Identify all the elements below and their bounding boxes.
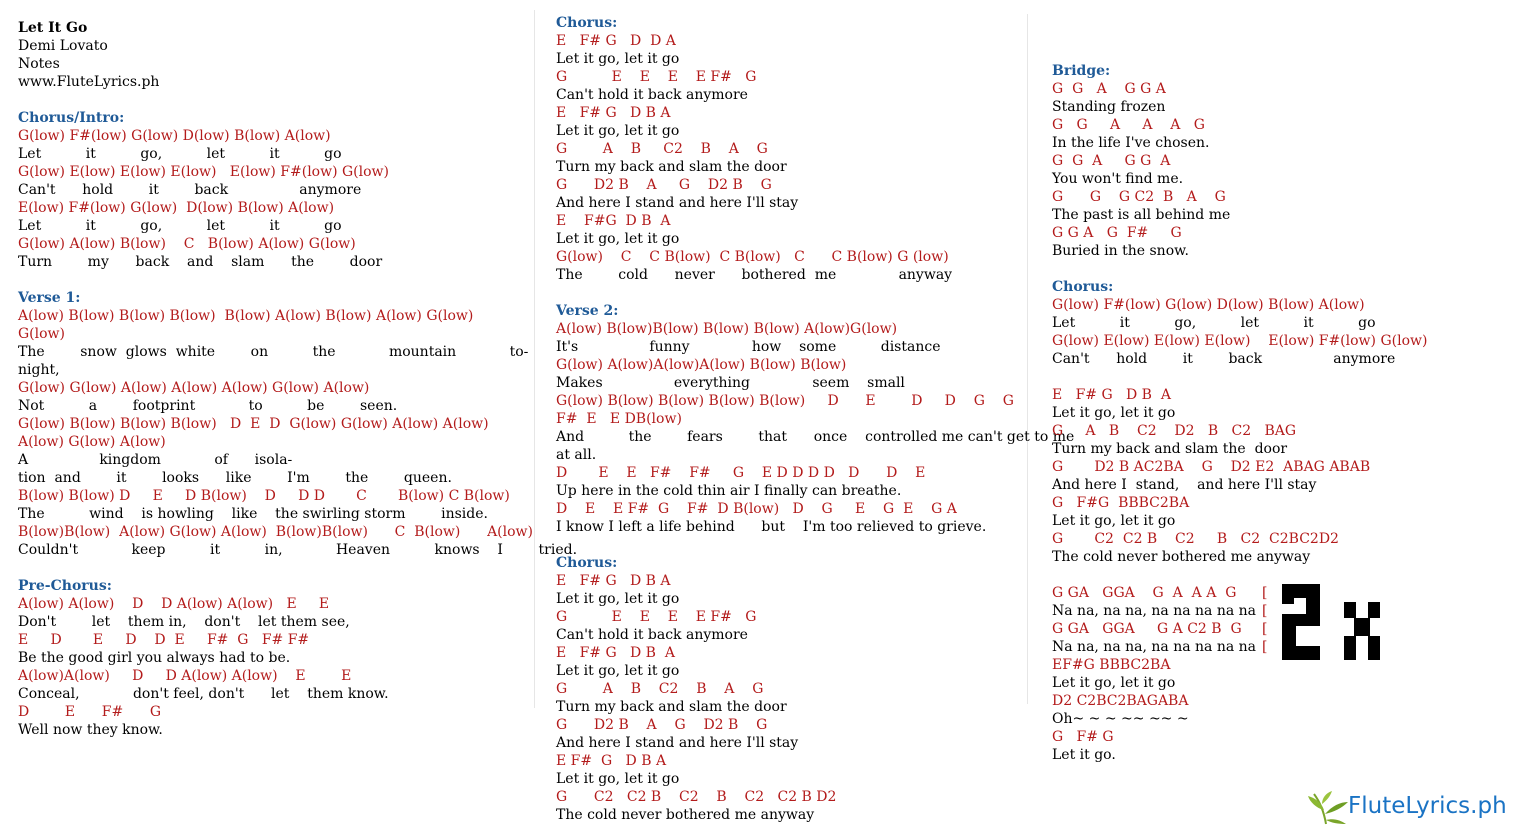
- note-line: [18, 379, 518, 397]
- line-text: A kingdom of isola-: [18, 452, 293, 468]
- line-text: G D2 B A G D2 B G: [556, 717, 768, 733]
- lyric-line: [556, 770, 1016, 788]
- repeat-bracket: [: [1262, 621, 1268, 637]
- line-text: G A B C2 D2 B C2 BAG: [1052, 423, 1297, 439]
- lyric-line: [556, 482, 1016, 500]
- lyric-line: [1052, 206, 1452, 224]
- line-text: G(low): [18, 326, 65, 342]
- lyric-line: [1052, 98, 1452, 116]
- line-text: It's funny how some distance: [556, 339, 941, 355]
- note-line: [18, 307, 518, 325]
- note-line: [556, 104, 1016, 122]
- lyric-line: [1052, 710, 1452, 728]
- lyric-line: [556, 50, 1016, 68]
- line-text: Standing frozen: [1052, 99, 1166, 115]
- line-text: And the fears that once controlled me can't get to me: [556, 429, 1075, 445]
- site-url: www.FluteLyrics.ph: [18, 74, 160, 90]
- line-text: Turn my back and slam the door: [1052, 441, 1288, 457]
- line-text: Can't hold it back anymore: [1052, 351, 1396, 367]
- line-text: Let it go, let it go: [556, 231, 680, 247]
- note-line: [556, 608, 1016, 626]
- note-line: [1052, 116, 1452, 134]
- note-line: [18, 433, 518, 451]
- line-text: Up here in the cold thin air I finally can breathe.: [556, 483, 902, 499]
- lyric-line: [556, 230, 1016, 248]
- line-text: Let it go, let it go: [556, 123, 680, 139]
- note-line: [556, 392, 1016, 410]
- line-text: Let it go, let it go: [556, 51, 680, 67]
- note-line: [18, 523, 533, 541]
- lyric-line: [18, 145, 518, 163]
- line-text: Let it go, let it go: [556, 591, 680, 607]
- column-2: [556, 14, 1075, 824]
- line-text: Buried in the snow.: [1052, 243, 1189, 259]
- note-line: [1052, 620, 1452, 638]
- line-text: G GA GGA G A C2 B G: [1052, 621, 1242, 637]
- line-text: Chorus/Intro:: [18, 110, 125, 126]
- line-text: Let it go, let it go: [18, 218, 342, 234]
- line-text: In the life I've chosen.: [1052, 135, 1210, 151]
- section-heading: [1052, 62, 1452, 80]
- lyric-line: [18, 451, 518, 469]
- lyric-line: [556, 590, 1016, 608]
- lyric-line: [556, 122, 1016, 140]
- note-line: [556, 140, 1016, 158]
- lyric-line: [1052, 746, 1452, 764]
- line-text: I know I left a life behind but I'm too relieved to grieve.: [556, 519, 987, 535]
- lyric-line: [1052, 548, 1452, 566]
- line-text: E F# G D D A: [556, 33, 676, 49]
- line-text: E F#G D B A: [556, 213, 671, 229]
- line-text: G F#G BBBC2BA: [1052, 495, 1190, 511]
- note-line: [556, 716, 1016, 734]
- lyric-line: [1052, 440, 1452, 458]
- line-text: E F# G D B A: [1052, 387, 1171, 403]
- line-text: E F# G D B A: [556, 573, 671, 589]
- note-line: [556, 680, 1016, 698]
- line-text: Na na, na na, na na na na na: [1052, 603, 1257, 619]
- note-line: [1052, 458, 1452, 476]
- lyric-line: [18, 721, 518, 739]
- section-heading: [556, 554, 1016, 572]
- line-text: Pre-Chorus:: [18, 578, 112, 594]
- line-text: A(low) B(low) B(low) B(low) B(low) A(low) B(low) A(low) G(low): [18, 308, 474, 324]
- lyric-line: [556, 662, 1016, 680]
- note-line: [18, 595, 518, 613]
- line-text: G(low) F#(low) G(low) D(low) B(low) A(low): [1052, 297, 1365, 313]
- line-text: G(low) B(low) B(low) B(low) D E D G(low) G(low) A(low) A(low): [18, 416, 489, 432]
- lyric-line: [1052, 170, 1452, 188]
- line-text: Be the good girl you always had to be.: [18, 650, 291, 666]
- line-text: Turn my back and slam the door: [556, 159, 787, 175]
- column-2-lines: [556, 14, 1075, 824]
- lyric-line: [1052, 476, 1452, 494]
- note-line: [18, 703, 518, 721]
- note-line: [1052, 584, 1452, 602]
- line-text: Let it go, let it go: [556, 663, 680, 679]
- line-text: F# E E DB(low): [556, 411, 682, 427]
- note-line: [556, 788, 1016, 806]
- lyric-line: [556, 374, 1016, 392]
- line-text: G E E E E F# G: [556, 609, 757, 625]
- lyric-line: [18, 541, 578, 559]
- repeat-2x-badge: [1280, 584, 1380, 660]
- lyric-line: [556, 518, 1016, 536]
- lyric-line: [18, 253, 518, 271]
- line-text: The cold never bothered me anyway: [556, 807, 815, 823]
- line-text: B(low) B(low) D E D B(low) D D D C B(low) C B(low): [18, 488, 510, 504]
- lyric-line: [556, 446, 1016, 464]
- lyric-line: [556, 734, 1016, 752]
- line-text: Well now they know.: [18, 722, 163, 738]
- line-text: Let it go, let it go: [556, 771, 680, 787]
- lyric-line: [18, 217, 518, 235]
- line-text: Couldn't keep it in, Heaven knows I tried.: [18, 542, 578, 558]
- note-line: [18, 631, 518, 649]
- section-heading: [18, 289, 518, 307]
- note-line: [18, 163, 518, 181]
- note-line: [556, 572, 1016, 590]
- spacer: [1052, 566, 1452, 584]
- lyric-line: [1052, 314, 1452, 332]
- note-line: [556, 32, 1016, 50]
- note-line: [556, 68, 1016, 86]
- note-line: [18, 199, 518, 217]
- flutelyrics-logo: [1306, 790, 1516, 824]
- line-text: Turn my back and slam the door: [556, 699, 787, 715]
- line-text: G G A G G A: [1052, 81, 1166, 97]
- line-text: G C2 C2 B C2 B C2 C2 B D2: [556, 789, 837, 805]
- note-line: [1052, 656, 1452, 674]
- lyric-line: [18, 397, 518, 415]
- line-text: G(low) A(low)A(low)A(low) B(low) B(low): [556, 357, 847, 373]
- line-text: Bridge:: [1052, 63, 1111, 79]
- song-title: Let It Go: [18, 20, 88, 36]
- line-text: Let it go.: [1052, 747, 1116, 763]
- lyric-line: [556, 626, 1016, 644]
- lyric-line: [1052, 602, 1452, 620]
- note-line: [18, 235, 518, 253]
- line-text: Oh~ ~ ~ ~~ ~~ ~: [1052, 711, 1189, 727]
- lyric-line: [1052, 512, 1452, 530]
- line-text: And here I stand and here I'll stay: [556, 195, 799, 211]
- line-text: Let it go, let it go: [1052, 405, 1176, 421]
- line-text: The cold never bothered me anyway: [1052, 549, 1311, 565]
- lyric-line: [18, 613, 518, 631]
- note-line: [556, 752, 1016, 770]
- column-3-lines: [1052, 62, 1452, 764]
- line-text: G(low) B(low) B(low) B(low) B(low) D E D D G G: [556, 393, 1014, 409]
- repeat-bracket: [: [1262, 603, 1268, 619]
- line-text: G(low) E(low) E(low) E(low) E(low) F#(low) G(low): [18, 164, 389, 180]
- note-line: [556, 500, 1016, 518]
- line-text: Chorus:: [556, 15, 618, 31]
- line-text: Conceal, don't feel, don't let them know.: [18, 686, 389, 702]
- note-line: [556, 176, 1016, 194]
- line-text: Chorus:: [556, 555, 618, 571]
- line-text: Chorus:: [1052, 279, 1114, 295]
- note-line: [556, 356, 1016, 374]
- lyric-line: [1052, 638, 1452, 656]
- line-text: And here I stand and here I'll stay: [556, 735, 799, 751]
- line-text: Let it go, let it go: [1052, 513, 1176, 529]
- section-heading: [18, 109, 518, 127]
- note-line: [556, 248, 1016, 266]
- line-text: G D2 B AC2BA G D2 E2 ABAG ABAB: [1052, 459, 1371, 475]
- note-line: [1052, 422, 1452, 440]
- line-text: And here I stand, and here I'll stay: [1052, 477, 1317, 493]
- note-line: [556, 644, 1016, 662]
- note-line: [556, 464, 1016, 482]
- lyric-line: [1052, 242, 1452, 260]
- note-line: [1052, 386, 1452, 404]
- lyric-line: [18, 181, 518, 199]
- lyric-line: [556, 86, 1016, 104]
- lyric-line: [1052, 350, 1452, 368]
- line-text: E(low) F#(low) G(low) D(low) B(low) A(low): [18, 200, 335, 216]
- song-type: Notes: [18, 56, 60, 72]
- line-text: Verse 1:: [18, 290, 81, 306]
- line-text: The wind is howling like the swirling storm inside.: [18, 506, 488, 522]
- line-text: at all.: [556, 447, 597, 463]
- line-text: The past is all behind me: [1052, 207, 1231, 223]
- line-text: D2 C2BC2BAGABA: [1052, 693, 1189, 709]
- line-text: G(low) E(low) E(low) E(low) E(low) F#(low) G(low): [1052, 333, 1428, 349]
- lyric-line: [18, 361, 518, 379]
- line-text: night,: [18, 362, 60, 378]
- line-text: G G A G F# G: [1052, 225, 1182, 241]
- line-text: G F# G: [1052, 729, 1114, 745]
- line-text: Can't hold it back anymore: [556, 87, 748, 103]
- logo-text: FluteLyrics.ph: [1348, 793, 1507, 819]
- line-text: Not a footprint to be seen.: [18, 398, 398, 414]
- note-line: [1052, 188, 1452, 206]
- line-text: Makes everything seem small: [556, 375, 905, 391]
- note-line: [18, 325, 518, 343]
- lyric-line: [556, 698, 1016, 716]
- line-text: G G A G G A: [1052, 153, 1171, 169]
- line-text: Don't let them in, don't let them see,: [18, 614, 350, 630]
- lyric-line: [18, 685, 518, 703]
- line-text: D E F# G: [18, 704, 162, 720]
- spacer: [18, 559, 518, 577]
- line-text: EF#G BBBC2BA: [1052, 657, 1171, 673]
- line-text: Can't hold it back anymore: [556, 627, 748, 643]
- note-line: [1052, 332, 1452, 350]
- lyric-line: [556, 338, 1016, 356]
- bamboo-leaf-icon: [1306, 790, 1350, 826]
- note-line: [1052, 152, 1452, 170]
- line-text: G(low) C C B(low) C B(low) C C B(low) G (low): [556, 249, 949, 265]
- note-line: [18, 127, 518, 145]
- line-text: E F# G D B A: [556, 105, 671, 121]
- lyric-line: [1052, 134, 1452, 152]
- line-text: A(low)A(low) D D A(low) A(low) E E: [18, 668, 352, 684]
- line-text: G E E E E F# G: [556, 69, 757, 85]
- repeat-bracket: [: [1262, 585, 1268, 601]
- lyric-line: [556, 428, 1075, 446]
- note-line: [18, 667, 518, 685]
- line-text: G A B C2 B A G: [556, 681, 764, 697]
- line-text: G(low) A(low) B(low) C B(low) A(low) G(low): [18, 236, 356, 252]
- line-text: The cold never bothered me anyway: [556, 267, 953, 283]
- lyric-line: [556, 158, 1016, 176]
- spacer: [18, 271, 518, 289]
- line-text: G(low) F#(low) G(low) D(low) B(low) A(low): [18, 128, 331, 144]
- line-text: G(low) G(low) A(low) A(low) A(low) G(low) A(low): [18, 380, 370, 396]
- line-text: D E E F# F# G E D D D D D D E: [556, 465, 926, 481]
- line-text: Turn my back and slam the door: [18, 254, 383, 270]
- line-text: D E E F# G F# D B(low) D G E G E G A: [556, 501, 957, 517]
- lyric-line: [1052, 404, 1452, 422]
- spacer: [1052, 368, 1452, 386]
- line-text: E F# G D B A: [556, 645, 675, 661]
- section-heading: [556, 14, 1016, 32]
- spacer: [18, 91, 518, 109]
- repeat-bracket: [: [1262, 639, 1268, 655]
- line-text: A(low) B(low)B(low) B(low) B(low) A(low)G(low): [556, 321, 898, 337]
- note-line: [1052, 728, 1452, 746]
- note-line: [1052, 224, 1452, 242]
- line-text: The snow glows white on the mountain to-: [18, 344, 529, 360]
- spacer: [556, 536, 1016, 554]
- note-line: [1052, 494, 1452, 512]
- line-text: G G G C2 B A G: [1052, 189, 1226, 205]
- spacer: [556, 284, 1016, 302]
- line-text: Let it go, let it go: [1052, 675, 1176, 691]
- section-heading: [556, 302, 1016, 320]
- line-text: Can't hold it back anymore: [18, 182, 362, 198]
- line-text: G G A A A G: [1052, 117, 1205, 133]
- lyric-line: [556, 266, 1016, 284]
- note-line: [1052, 80, 1452, 98]
- line-text: Let it go, let it go: [1052, 315, 1376, 331]
- lyric-line: [18, 469, 518, 487]
- line-text: Verse 2:: [556, 303, 619, 319]
- song-artist: Demi Lovato: [18, 38, 108, 54]
- lyric-line: [1052, 674, 1452, 692]
- line-text: Let it go, let it go: [18, 146, 342, 162]
- lyric-line: [18, 649, 518, 667]
- lyric-line: [556, 806, 1016, 824]
- note-line: [1052, 530, 1452, 548]
- line-text: G A B C2 B A G: [556, 141, 768, 157]
- note-line: [18, 415, 518, 433]
- section-heading: [1052, 278, 1452, 296]
- spacer: [1052, 260, 1452, 278]
- note-line: [1052, 296, 1452, 314]
- line-text: tion and it looks like I'm the queen.: [18, 470, 452, 486]
- line-text: G C2 C2 B C2 B C2 C2BC2D2: [1052, 531, 1339, 547]
- column-divider: [534, 10, 535, 708]
- line-text: E D E D D E F# G F# F#: [18, 632, 310, 648]
- line-text: E F# G D B A: [556, 753, 667, 769]
- lyric-line: [18, 505, 518, 523]
- note-line: [556, 320, 1016, 338]
- line-text: Na na, na na, na na na na na: [1052, 639, 1257, 655]
- line-text: A(low) A(low) D D A(low) A(low) E E: [18, 596, 330, 612]
- line-text: You won't find me.: [1052, 171, 1184, 187]
- note-line: [1052, 692, 1452, 710]
- column-3: [1052, 62, 1452, 764]
- lyric-line: [556, 194, 1016, 212]
- note-line: [18, 487, 518, 505]
- line-text: A(low) G(low) A(low): [18, 434, 166, 450]
- line-text: B(low)B(low) A(low) G(low) A(low) B(low)B(low) C B(low) A(low): [18, 524, 533, 540]
- section-heading: [18, 577, 518, 595]
- note-line: [556, 212, 1016, 230]
- line-text: G D2 B A G D2 B G: [556, 177, 772, 193]
- column-divider: [1027, 14, 1028, 704]
- line-text: G GA GGA G A A A G: [1052, 585, 1237, 601]
- lyric-line: [18, 343, 529, 361]
- note-line: [556, 410, 1016, 428]
